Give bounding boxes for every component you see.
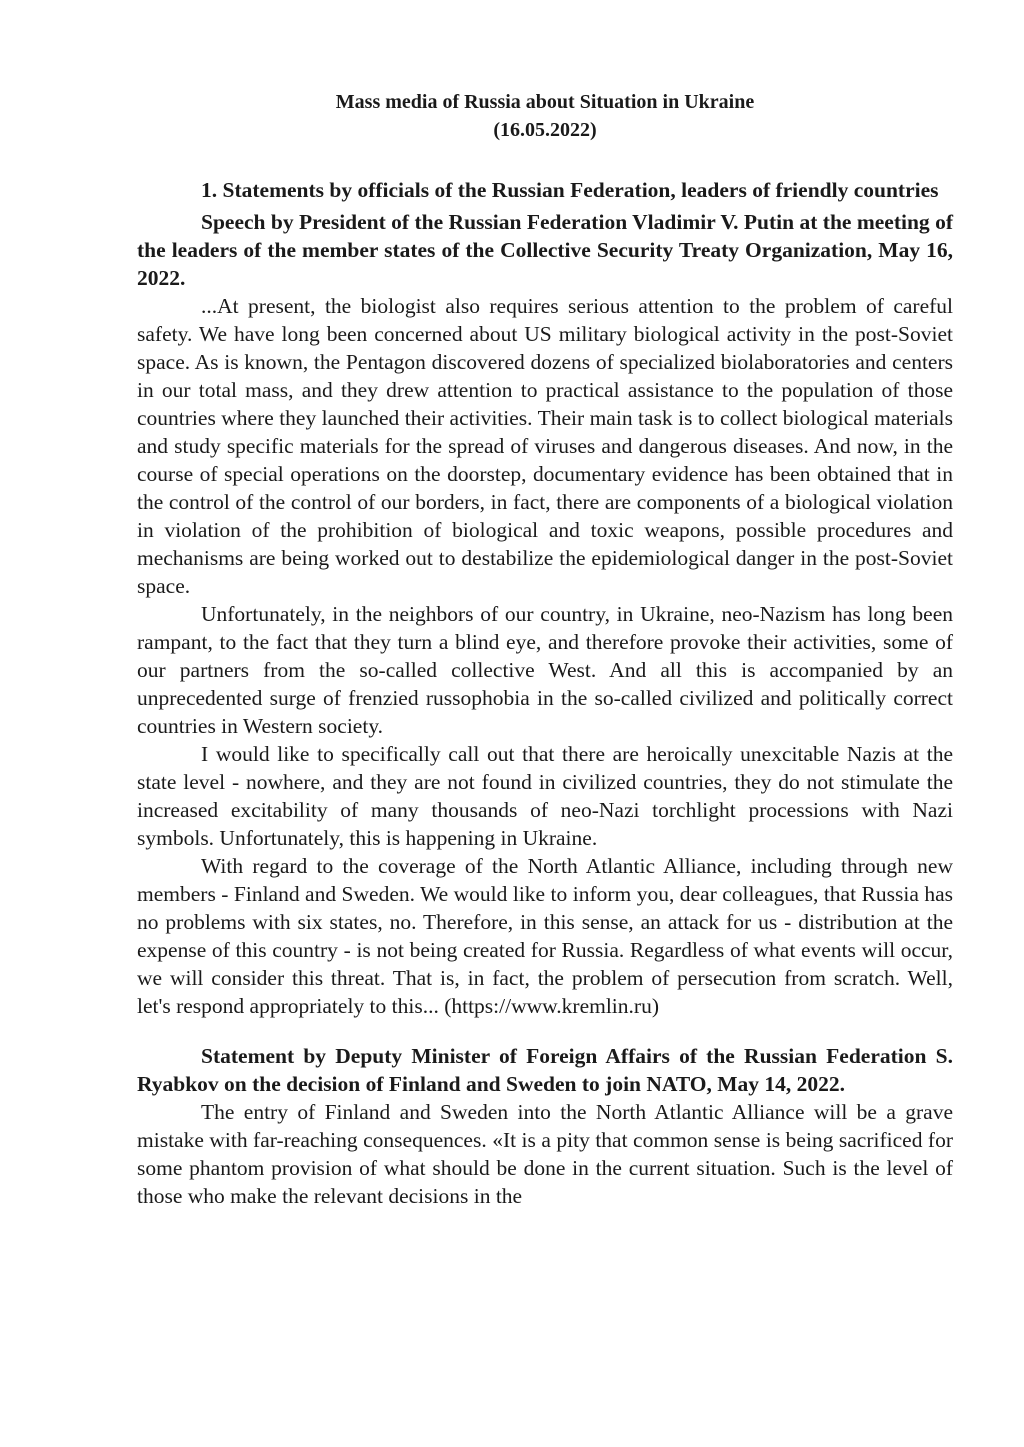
- section-gap: [137, 1020, 953, 1042]
- speech-paragraph-2: Unfortunately, in the neighbors of our country, in Ukraine, neo-Nazism has long been rampant, to the fact that they turn a blind eye, and therefore provoke their activities, some of our partners from the so-called collective West. And all this is accompanied by an unprecedented surge of frenzied russophobia in the so-called civilized and politically correct countries in Western society.: [137, 602, 953, 738]
- statement-heading: Statement by Deputy Minister of Foreign Affairs of the Russian Federation S. Ryabkov on the decision of Finland and Sweden to join NATO, May 14, 2022.: [137, 1044, 953, 1096]
- statement-paragraph-1: The entry of Finland and Sweden into the North Atlantic Alliance will be a grave mistake with far-reaching consequences. «It is a pity that common sense is being sacrificed for some phantom provision of what should be done in the current situation. Such is the level of those who make the relevant decisions in the: [137, 1100, 953, 1208]
- document-title: Mass media of Russia about Situation in Ukraine: [335, 91, 755, 113]
- speech-paragraph-3: I would like to specifically call out that there are heroically unexcitable Nazis at the state level - nowhere, and they are not found in civilized countries, they do not stimulate the increased excitability of many thousands of neo-Nazi torchlight processions with Nazi symbols. Unfortunately, this is happening in Ukraine.: [137, 742, 953, 850]
- section-heading: 1. Statements by officials of the Russian Federation, leaders of friendly countries: [201, 178, 939, 202]
- document-page: [137, 88, 953, 1210]
- speech-heading: Speech by President of the Russian Federation Vladimir V. Putin at the meeting of the leaders of the member states of the Collective Security Treaty Organization, May 16, 2022.: [137, 210, 953, 290]
- speech-paragraph-4: With regard to the coverage of the North Atlantic Alliance, including through new members - Finland and Sweden. We would like to inform you, dear colleagues, that Russia has no problems with six states, no. Therefore, in this sense, an attack for us - distribution at the expense of this country - is not being created for Russia. Regardless of what events will occur, we will consider this threat. That is, in fact, the problem of persecution from scratch. Well, let's respond appropriately to this... (https://www.kremlin.ru): [137, 854, 953, 1018]
- speech-paragraph-1: ...At present, the biologist also requires serious attention to the problem of careful safety. We have long been concerned about US military biological activity in the post-Soviet space. As is known, the Pentagon discovered dozens of specialized biolaboratories and centers in our total mass, and they drew attention to practical assistance to the population of those countries where they launched their activities. Their main task is to collect biological materials and study specific materials for the spread of viruses and dangerous diseases. And now, in the course of special operations on the doorstep, documentary evidence has been obtained that in the control of the control of our borders, in fact, there are components of a biological violation in violation of the prohibition of biological and toxic weapons, possible procedures and mechanisms are being worked out to destabilize the epidemiological danger in the post-Soviet space.: [137, 294, 953, 598]
- document-date: (16.05.2022): [493, 119, 597, 141]
- title-block: [137, 88, 953, 144]
